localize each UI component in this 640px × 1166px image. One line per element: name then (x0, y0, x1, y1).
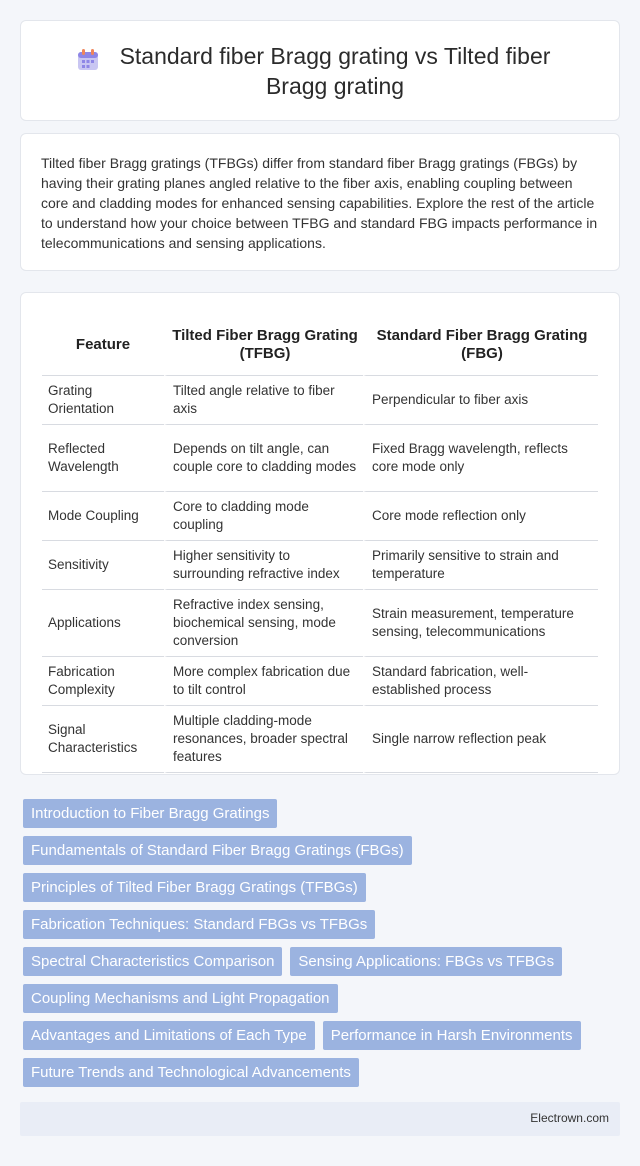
title-card (20, 20, 620, 121)
table-header-row (42, 314, 598, 376)
tag-sensing-applications[interactable]: Sensing Applications: FBGs vs TFBGs (290, 947, 562, 976)
tfbg-cell: More complex fabrication due to tilt control (164, 657, 363, 706)
page-title: Standard fiber Bragg grating vs Tilted fiber Bragg grating (119, 42, 551, 99)
fbg-cell: Fixed Bragg wavelength, reflects core mode only (363, 425, 598, 492)
table-row (42, 425, 598, 492)
tfbg-cell: Core to cladding mode coupling (164, 492, 363, 541)
table-row (42, 706, 598, 773)
tfbg-cell: Tilted angle relative to fiber axis (164, 376, 363, 425)
feature-cell: Mode Coupling (42, 492, 164, 541)
footer (20, 1102, 620, 1136)
tag-advantages-limitations[interactable]: Advantages and Limitations of Each Type (23, 1021, 315, 1050)
feature-cell: Grating Orientation (42, 376, 164, 425)
tfbg-cell: Multiple cladding-mode resonances, broader spectral features (164, 706, 363, 773)
fbg-cell: Primarily sensitive to strain and temperature (363, 541, 598, 590)
tag-introduction[interactable]: Introduction to Fiber Bragg Gratings (23, 799, 277, 828)
fbg-cell: Single narrow reflection peak (363, 706, 598, 773)
header-feature: Feature (42, 314, 164, 376)
tag-fundamentals-fbg[interactable]: Fundamentals of Standard Fiber Bragg Gratings (FBGs) (23, 836, 412, 865)
tag-coupling-mechanisms[interactable]: Coupling Mechanisms and Light Propagation (23, 984, 338, 1013)
intro-paragraph: Tilted fiber Bragg gratings (TFBGs) differ from standard fiber Bragg gratings (FBGs) by having their grating planes angled relative to the fiber axis, enabling coupling between core and cladding modes for enhanced sensing capabilities. Explore the rest of the article to understand how your choice between TFBG and standard FBG impacts performance in telecommunications and sensing applications. (41, 155, 598, 251)
fbg-cell: Strain measurement, temperature sensing, telecommunications (363, 590, 598, 657)
tag-harsh-environments[interactable]: Performance in Harsh Environments (323, 1021, 581, 1050)
fbg-cell: Standard fabrication, well-established process (363, 657, 598, 706)
footer-site-name: Electrown.com (530, 1111, 609, 1125)
comparison-table (42, 314, 598, 773)
feature-cell: Applications (42, 590, 164, 657)
feature-cell: Sensitivity (42, 541, 164, 590)
tfbg-cell: Depends on tilt angle, can couple core to cladding modes (164, 425, 363, 492)
fbg-cell: Perpendicular to fiber axis (363, 376, 598, 425)
tag-future-trends[interactable]: Future Trends and Technological Advancements (23, 1058, 359, 1087)
topic-tags (23, 799, 617, 1087)
table-row (42, 541, 598, 590)
feature-cell: Fabrication Complexity (42, 657, 164, 706)
tag-spectral-characteristics[interactable]: Spectral Characteristics Comparison (23, 947, 282, 976)
tag-fabrication-techniques[interactable]: Fabrication Techniques: Standard FBGs vs TFBGs (23, 910, 375, 939)
tfbg-cell: Higher sensitivity to surrounding refractive index (164, 541, 363, 590)
header-tfbg: Tilted Fiber Bragg Grating (TFBG) (164, 314, 363, 376)
tfbg-cell: Refractive index sensing, biochemical sensing, mode conversion (164, 590, 363, 657)
comparison-table-card (20, 292, 620, 775)
feature-cell: Signal Characteristics (42, 706, 164, 773)
feature-cell: Reflected Wavelength (42, 425, 164, 492)
tag-principles-tfbg[interactable]: Principles of Tilted Fiber Bragg Gratings (TFBGs) (23, 873, 366, 902)
table-row (42, 376, 598, 425)
fbg-cell: Core mode reflection only (363, 492, 598, 541)
table-row (42, 590, 598, 657)
intro-card (20, 133, 620, 271)
table-row (42, 657, 598, 706)
table-row (42, 492, 598, 541)
header-fbg: Standard Fiber Bragg Grating (FBG) (363, 314, 598, 376)
